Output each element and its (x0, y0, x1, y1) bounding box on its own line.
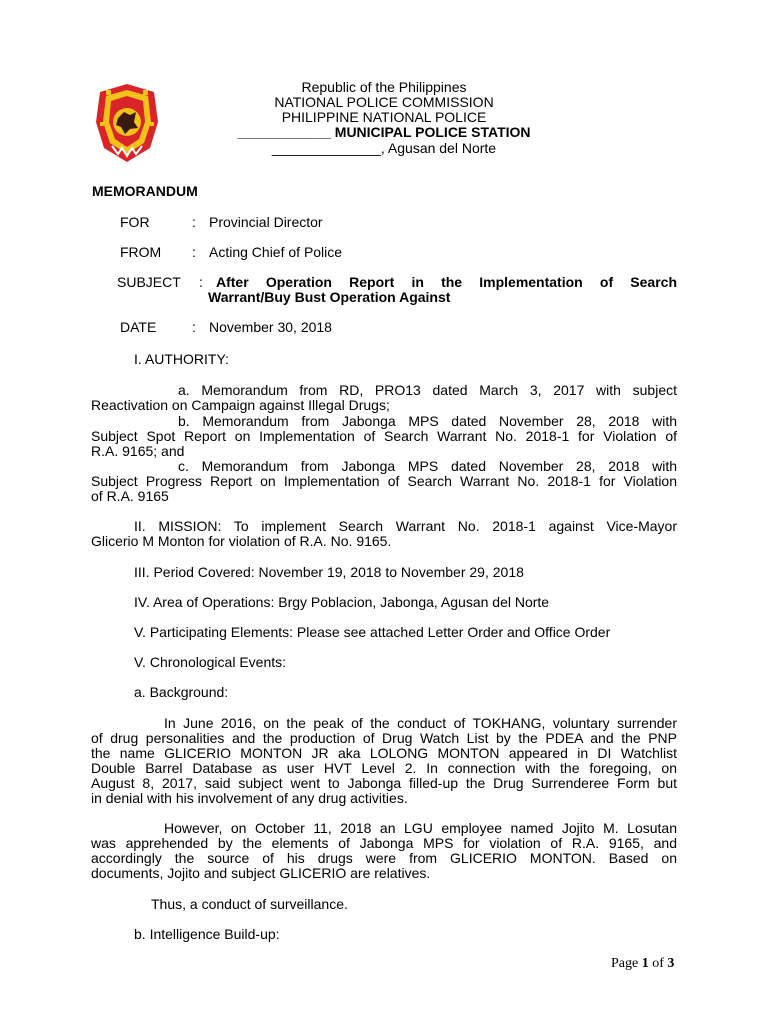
authority-a-line1: a. Memorandum from RD, PRO13 dated March 3, 2017 with subject (178, 383, 677, 398)
header-location: ______________, Agusan del Norte (271, 140, 497, 156)
background-p1-line3: the name GLICERIO MONTON JR aka LOLONG MONTON appeared in DI Watchlist (91, 746, 677, 761)
intel-heading: b. Intelligence Build-up: (134, 926, 280, 942)
header-station: ____________ MUNICIPAL POLICE STATION (237, 124, 531, 140)
period-covered: III. Period Covered: November 19, 2018 to November 29, 2018 (134, 564, 524, 580)
mission-line2: Glicerio M Monton for violation of R.A. No. 9165. (91, 533, 392, 549)
chronological-events: V. Chronological Events: (134, 654, 287, 670)
date-colon: : (192, 319, 196, 335)
subject-text-line1: After Operation Report in the Implementation of Search (216, 275, 677, 290)
background-p1-line5: August 8, 2017, said subject went to Jabonga filled-up the Drug Surrenderee Form but (91, 776, 677, 791)
participating-elements: V. Participating Elements: Please see attached Letter Order and Office Order (134, 624, 611, 640)
authority-c-line1: c. Memorandum from Jabonga MPS dated November 28, 2018 with (178, 459, 677, 474)
memo-title: MEMORANDUM (92, 183, 198, 199)
page-total: 3 (667, 956, 675, 971)
authority-a-line2: Reactivation on Campaign against Illegal Drugs; (91, 397, 390, 413)
background-p2-line3: accordingly the source of his drugs were from GLICERIO MONTON. Based on (91, 851, 677, 866)
background-p1-line1: In June 2016, on the peak of the conduct of TOKHANG, voluntary surrender (164, 716, 677, 731)
area-of-operations: IV. Area of Operations: Brgy Poblacion, Jabonga, Agusan del Norte (134, 594, 550, 610)
page-word: Page (611, 956, 639, 971)
header-republic: Republic of the Philippines (301, 79, 467, 95)
background-p2-line2: was apprehended by the elements of Jabonga MPS for violation of R.A. 9165, and (91, 836, 677, 851)
background-p1-line4: Double Barrel Database as user HVT Level 2. In connection with the foregoing, on (91, 761, 677, 776)
authority-b-line3: R.A. 9165; and (91, 443, 185, 459)
subject-colon: : (199, 274, 203, 290)
from-label: FROM (120, 244, 162, 260)
from-colon: : (192, 244, 196, 260)
page-number (611, 956, 674, 971)
authority-c-line2: Subject Progress Report on Implementation of Search Warrant No. 2018-1 for Violation (91, 474, 677, 489)
date-value: November 30, 2018 (209, 319, 332, 335)
background-p2-line1: However, on October 11, 2018 an LGU employee named Jojito M. Losutan (164, 821, 677, 836)
surveillance-line: Thus, a conduct of surveillance. (151, 896, 348, 912)
authority-c-line3: of R.A. 9165 (91, 488, 169, 504)
background-p1-line2: of drug personalities and the production of Drug Watch List by the PDEA and the PNP (91, 731, 677, 746)
subject-label: SUBJECT (117, 274, 181, 290)
header-pnp: PHILIPPINE NATIONAL POLICE (281, 109, 487, 125)
background-heading: a. Background: (134, 684, 229, 700)
page-current: 1 (641, 956, 649, 971)
header-napolcom: NATIONAL POLICE COMMISSION (274, 94, 494, 110)
background-p2-line4: documents, Jojito and subject GLICERIO are relatives. (91, 865, 431, 881)
authority-b-line2: Subject Spot Report on Implementation of Search Warrant No. 2018-1 for Violation of (91, 429, 677, 444)
authority-b-line1: b. Memorandum from Jabonga MPS dated November 28, 2018 with (178, 414, 677, 429)
from-value: Acting Chief of Police (209, 244, 343, 260)
date-label: DATE (120, 319, 157, 335)
background-p1-line6: in denial with his involvement of any drug activities. (91, 790, 408, 806)
page-of: of (652, 956, 664, 971)
mission-line1: II. MISSION: To implement Search Warrant No. 2018-1 against Vice-Mayor (134, 519, 677, 534)
authority-heading: I. AUTHORITY: (134, 351, 229, 367)
for-colon: : (192, 214, 196, 230)
subject-text-line2: Warrant/Buy Bust Operation Against (208, 289, 451, 305)
for-value: Provincial Director (209, 214, 323, 230)
for-label: FOR (120, 214, 150, 230)
